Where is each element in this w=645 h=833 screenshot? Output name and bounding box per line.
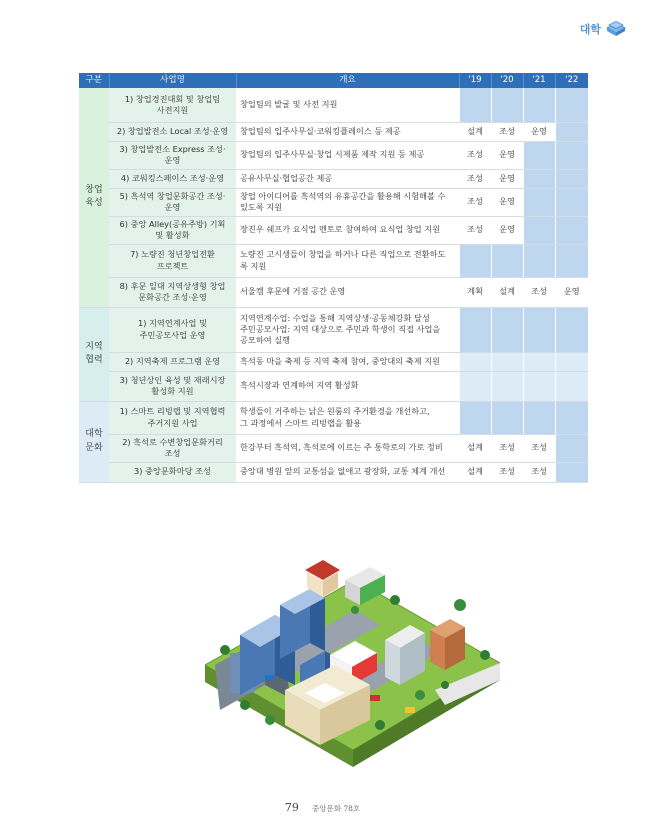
table-row bbox=[79, 169, 588, 188]
year-cell-19 bbox=[459, 307, 491, 352]
year-cell-19: 설계 bbox=[459, 122, 491, 141]
year-cell-19: 설계 bbox=[459, 434, 491, 462]
year-cell-21 bbox=[523, 141, 555, 169]
page-number: 79 bbox=[284, 801, 299, 814]
table-header-row bbox=[79, 73, 588, 88]
year-cell-19: 조성 bbox=[459, 188, 491, 216]
summary-cell: 서울캠 후문에 거점 공간 운영 bbox=[236, 277, 459, 307]
summary-cell: 공유사무실·협업공간 제공 bbox=[236, 169, 459, 188]
project-name-cell: 5) 흑석역 창업문화공간 조성· 운영 bbox=[109, 188, 236, 216]
project-name-cell: 7) 노량진 청년창업전환 프로젝트 bbox=[109, 244, 236, 277]
year-cell-19 bbox=[459, 371, 491, 401]
year-cell-21 bbox=[523, 401, 555, 434]
table-row bbox=[79, 244, 588, 277]
project-name-cell: 1) 창업경진대회 및 창업팀 사전지원 bbox=[109, 88, 236, 122]
table-row bbox=[79, 462, 588, 482]
table-row bbox=[79, 307, 588, 352]
page-tag-label: 대학 bbox=[579, 23, 601, 36]
project-name-cell: 6) 중앙 Alley(공유주방) 기획 및 활성화 bbox=[109, 216, 236, 244]
summary-cell: 중앙대 병원 앞의 교통섬을 없애고 광장화, 교통 체계 개선 bbox=[236, 462, 459, 482]
header-year-19: '19 bbox=[459, 73, 491, 88]
project-name-cell: 8) 후문 일대 지역상생형 창업 문화공간 조성·운영 bbox=[109, 277, 236, 307]
year-cell-19: 조성 bbox=[459, 169, 491, 188]
year-cell-21 bbox=[523, 216, 555, 244]
year-cell-19 bbox=[459, 401, 491, 434]
table-row bbox=[79, 216, 588, 244]
book-stack-icon bbox=[605, 20, 627, 38]
table-row bbox=[79, 122, 588, 141]
year-cell-22 bbox=[555, 371, 588, 401]
year-cell-22 bbox=[555, 401, 588, 434]
category-cell: 창업 육성 bbox=[79, 88, 109, 307]
summary-cell: 장진우 쉐프가 요식업 멘토로 참여하여 요식업 창업 지원 bbox=[236, 216, 459, 244]
year-cell-20: 조성 bbox=[491, 462, 523, 482]
year-cell-22 bbox=[555, 188, 588, 216]
city-block-illustration bbox=[205, 545, 500, 780]
table-row bbox=[79, 371, 588, 401]
year-cell-20: 조성 bbox=[491, 434, 523, 462]
year-cell-20: 운영 bbox=[491, 141, 523, 169]
year-cell-19: 조성 bbox=[459, 141, 491, 169]
year-cell-21 bbox=[523, 371, 555, 401]
year-cell-22 bbox=[555, 169, 588, 188]
table-row bbox=[79, 434, 588, 462]
project-name-cell: 2) 지역축제 프로그램 운영 bbox=[109, 352, 236, 371]
category-cell: 대학 문화 bbox=[79, 401, 109, 482]
project-name-cell: 2) 흑석로 수변창업문화거리 조성 bbox=[109, 434, 236, 462]
year-cell-20: 운영 bbox=[491, 216, 523, 244]
page-footer bbox=[0, 796, 645, 815]
summary-cell: 창업팀의 입주사무실·창업 시제품 제작 지원 등 제공 bbox=[236, 141, 459, 169]
year-cell-20 bbox=[491, 307, 523, 352]
year-cell-22 bbox=[555, 352, 588, 371]
year-cell-21: 조성 bbox=[523, 277, 555, 307]
year-cell-19: 계획 bbox=[459, 277, 491, 307]
table-row bbox=[79, 141, 588, 169]
table-row bbox=[79, 277, 588, 307]
year-cell-21 bbox=[523, 352, 555, 371]
project-name-cell: 2) 창업발전소 Local 조성·운영 bbox=[109, 122, 236, 141]
summary-cell: 지역연계수업: 수업을 통해 지역상생·공동체강화 달성 주민공모사업: 지역 대상으로 주민과 학생이 직접 사업을 공모하여 실행 bbox=[236, 307, 459, 352]
project-name-cell: 4) 코워킹스페이스 조성·운영 bbox=[109, 169, 236, 188]
year-cell-20 bbox=[491, 401, 523, 434]
summary-cell: 창업팀의 입주사무실·코워킹플레이스 등 제공 bbox=[236, 122, 459, 141]
project-name-cell: 3) 중앙문화마당 조성 bbox=[109, 462, 236, 482]
year-cell-22 bbox=[555, 462, 588, 482]
header-category: 구분 bbox=[79, 73, 109, 88]
year-cell-22 bbox=[555, 216, 588, 244]
table-row bbox=[79, 352, 588, 371]
summary-cell: 학생들이 거주하는 낡은 원룸의 주거환경을 개선하고, 그 과정에서 스마트 리빙랩을 활용 bbox=[236, 401, 459, 434]
year-cell-21 bbox=[523, 88, 555, 122]
category-cell: 지역 협력 bbox=[79, 307, 109, 401]
year-cell-19: 설계 bbox=[459, 462, 491, 482]
project-plan-table bbox=[79, 73, 588, 483]
year-cell-20 bbox=[491, 371, 523, 401]
summary-cell: 흑석동 마을 축제 등 지역 축제 참여, 중앙대의 축제 지원 bbox=[236, 352, 459, 371]
header-summary: 개요 bbox=[236, 73, 459, 88]
table-row bbox=[79, 401, 588, 434]
year-cell-20: 설계 bbox=[491, 277, 523, 307]
year-cell-20 bbox=[491, 88, 523, 122]
header-year-22: '22 bbox=[555, 73, 588, 88]
year-cell-20: 운영 bbox=[491, 188, 523, 216]
year-cell-20 bbox=[491, 352, 523, 371]
project-name-cell: 3) 창업발전소 Express 조성· 운영 bbox=[109, 141, 236, 169]
summary-cell: 흑석시장과 연계하여 지역 활성화 bbox=[236, 371, 459, 401]
header-year-20: '20 bbox=[491, 73, 523, 88]
year-cell-21: 운영 bbox=[523, 122, 555, 141]
year-cell-21 bbox=[523, 307, 555, 352]
header-year-21: '21 bbox=[523, 73, 555, 88]
year-cell-19: 조성 bbox=[459, 216, 491, 244]
year-cell-21: 조성 bbox=[523, 462, 555, 482]
project-name-cell: 1) 지역연계사업 및 주민공모사업 운영 bbox=[109, 307, 236, 352]
year-cell-22 bbox=[555, 434, 588, 462]
year-cell-22 bbox=[555, 307, 588, 352]
summary-cell: 한강부터 흑석역, 흑석로에 이르는 주 통학로의 가로 정비 bbox=[236, 434, 459, 462]
year-cell-19 bbox=[459, 244, 491, 277]
year-cell-21 bbox=[523, 188, 555, 216]
year-cell-21 bbox=[523, 244, 555, 277]
year-cell-19 bbox=[459, 88, 491, 122]
summary-cell: 창업팀의 발굴 및 사전 지원 bbox=[236, 88, 459, 122]
year-cell-19 bbox=[459, 352, 491, 371]
header-project: 사업명 bbox=[109, 73, 236, 88]
year-cell-21: 조성 bbox=[523, 434, 555, 462]
summary-cell: 노량진 고시생들이 창업을 하거나 다른 직업으로 전환하도 록 지원 bbox=[236, 244, 459, 277]
year-cell-21 bbox=[523, 169, 555, 188]
summary-cell: 창업 아이디어를 흑석역의 유휴공간을 활용해 시험해볼 수 있도록 지원 bbox=[236, 188, 459, 216]
year-cell-20: 운영 bbox=[491, 169, 523, 188]
year-cell-22: 운영 bbox=[555, 277, 588, 307]
table-row bbox=[79, 188, 588, 216]
year-cell-20 bbox=[491, 244, 523, 277]
year-cell-20: 조성 bbox=[491, 122, 523, 141]
magazine-title: 중앙문화 78호 bbox=[311, 804, 361, 813]
page-tag bbox=[580, 20, 627, 38]
year-cell-22 bbox=[555, 141, 588, 169]
table-row bbox=[79, 88, 588, 122]
year-cell-22 bbox=[555, 122, 588, 141]
project-name-cell: 3) 청년상인 육성 및 재래시장 활성화 지원 bbox=[109, 371, 236, 401]
year-cell-22 bbox=[555, 88, 588, 122]
year-cell-22 bbox=[555, 244, 588, 277]
project-name-cell: 1) 스마트 리빙랩 및 지역협력 주거지원 사업 bbox=[109, 401, 236, 434]
